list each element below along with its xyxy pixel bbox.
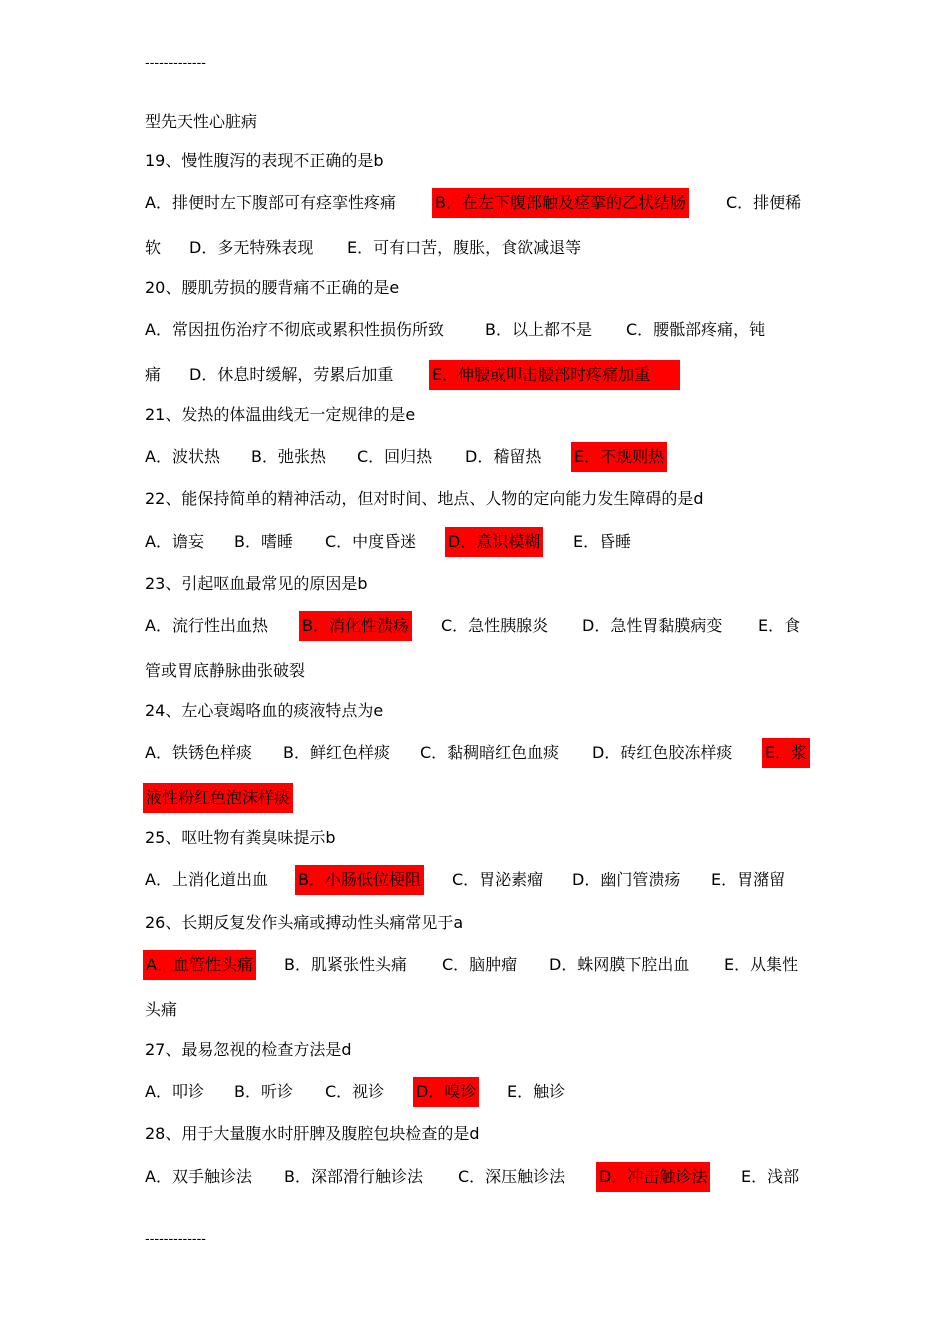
correct-option: D．嗅诊 [413,1077,479,1107]
option: E．浅部 [741,1167,800,1186]
correct-option: B．小肠低位梗阻 [295,865,424,895]
option: 管或胃底静脉曲张破裂 [145,661,306,680]
option: B．鲜红色样痰 [283,743,390,762]
option: D．稽留热 [465,447,542,466]
option: C．急性胰腺炎 [441,616,549,635]
option: E．昏睡 [573,532,632,551]
option: A．铁锈色样痰 [145,743,252,762]
option: B．听诊 [234,1082,293,1101]
option: A．流行性出血热 [145,616,268,635]
header-rule: ------------- [145,56,206,71]
option: A．叩诊 [145,1082,204,1101]
option: A．波状热 [145,447,220,466]
option: A．上消化道出血 [145,870,268,889]
question-19-stem: 19、慢性腹泻的表现不正确的是b [145,151,384,170]
question-26-stem: 26、长期反复发作头痛或搏动性头痛常见于a [145,913,464,932]
option: C．中度昏迷 [325,532,417,551]
option: C．视诊 [325,1082,385,1101]
correct-option: D．意识模糊 [445,527,543,557]
option: D．急性胃黏膜病变 [582,616,723,635]
option: A．双手触诊法 [145,1167,252,1186]
question-28-stem: 28、用于大量腹水时肝脾及腹腔包块检查的是d [145,1124,480,1143]
option: B．弛张热 [251,447,326,466]
option: E．食 [758,616,801,635]
correct-option: D．冲击触诊法 [596,1162,710,1192]
option: C．胃泌素瘤 [452,870,544,889]
option: E．可有口苦，腹胀，食欲减退等 [347,238,582,257]
option: E．胃潴留 [711,870,786,889]
question-22-stem: 22、能保持简单的精神活动，但对时间、地点、人物的定向能力发生障碍的是d [145,489,704,508]
correct-option: B．消化性溃疡 [299,611,412,641]
option: B．嗜睡 [234,532,293,551]
option: C．脑肿瘤 [442,955,518,974]
option: A．排便时左下腹部可有痉挛性疼痛 [145,193,396,212]
question-23-stem: 23、引起呕血最常见的原因是b [145,574,368,593]
correct-option-continued: 液性粉红色泡沫样痰 [143,783,293,813]
option: 痛 [145,365,162,384]
option: C．黏稠暗红色血痰 [420,743,560,762]
option: E．从集性 [724,955,799,974]
question-27-stem: 27、最易忽视的检查方法是d [145,1040,352,1059]
option: D．砖红色胶冻样痰 [592,743,733,762]
correct-option: E．不规则热 [571,442,667,472]
option: C．腰骶部疼痛，钝 [626,320,766,339]
correct-option: A．血管性头痛 [143,950,256,980]
question-24-stem: 24、左心衰竭咯血的痰液特点为e [145,701,384,720]
continuation-text: 型先天性心脏病 [145,112,258,131]
option: D．幽门管溃疡 [572,870,681,889]
option: C．排便稀 [726,193,802,212]
option: D．蛛网膜下腔出血 [549,955,690,974]
question-21-stem: 21、发热的体温曲线无一定规律的是e [145,405,416,424]
option: 头痛 [145,1000,178,1019]
option: 软 [145,238,162,257]
option: D．休息时缓解，劳累后加重 [189,365,394,384]
option: B．肌紧张性头痛 [284,955,407,974]
option: A．常因扭伤治疗不彻底或累积性损伤所致 [145,320,444,339]
option: E．触诊 [507,1082,566,1101]
question-20-stem: 20、腰肌劳损的腰背痛不正确的是e [145,278,400,297]
option: D．多无特殊表现 [189,238,314,257]
option: B．以上都不是 [485,320,592,339]
option: C．回归热 [357,447,433,466]
option: B．深部滑行触诊法 [284,1167,423,1186]
correct-option: B．在左下腹部触及痉挛的乙状结肠 [432,188,689,218]
footer-rule: ------------- [145,1232,206,1247]
option: C．深压触诊法 [458,1167,566,1186]
correct-option: E．伸腰或叩击腰部时疼痛加重 [429,360,680,390]
option: A．谵妄 [145,532,204,551]
question-25-stem: 25、呕吐物有粪臭味提示b [145,828,336,847]
correct-option: E．浆 [762,738,810,768]
